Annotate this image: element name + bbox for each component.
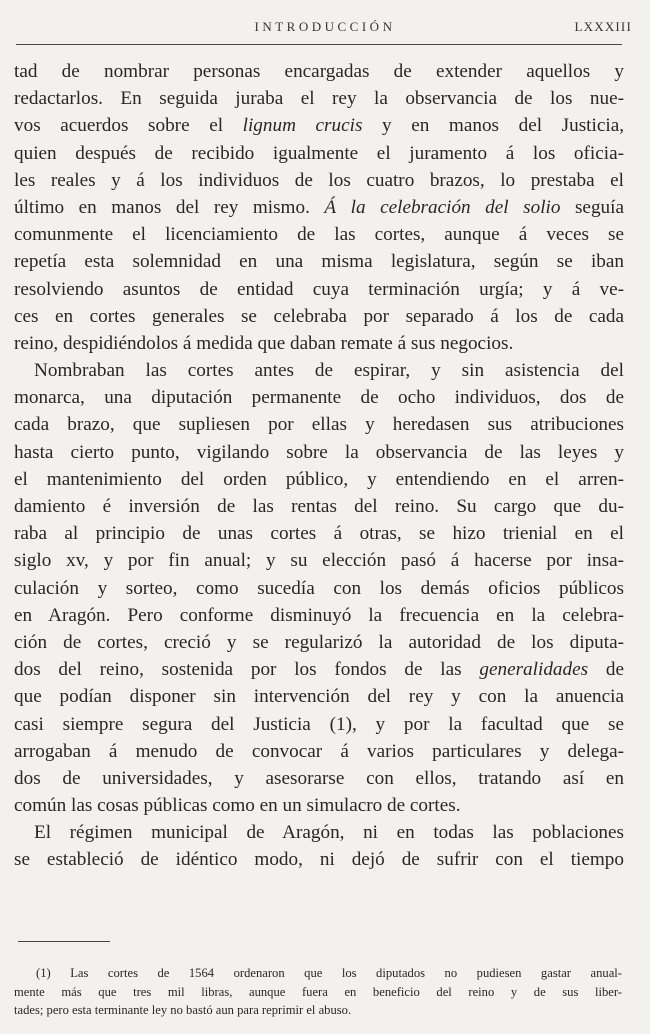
footnote-line: tades; pero esta terminante ley no bastó aun para reprimir el abuso. bbox=[14, 1003, 352, 1018]
text-line: reino, despidiéndolos á medida que daban remate á sus negocios. bbox=[14, 332, 514, 354]
text-line: dos de universidades, y asesorarse con ellos, tratando así en bbox=[14, 767, 624, 789]
running-title: INTRODUCCIÓN bbox=[254, 19, 396, 34]
text-line: se estableció de idéntico modo, ni dejó de sufrir con el tiempo bbox=[14, 849, 624, 871]
text-line: damiento é inversión de las rentas del reino. Su cargo que du- bbox=[14, 496, 624, 517]
text-line: siglo xv, y por fin anual; y su elección pasó á hacerse por insa- bbox=[14, 550, 624, 572]
text-line: comunmente el licenciamiento de las cortes, aunque á veces se bbox=[14, 224, 624, 246]
paragraph-start-line: Nombraban las cortes antes de espirar, y sin asistencia del bbox=[34, 360, 624, 382]
paragraph-start-line: El régimen municipal de Aragón, ni en todas las poblaciones bbox=[34, 822, 624, 844]
text-line: hasta cierto punto, vigilando sobre la observancia de las leyes y bbox=[14, 441, 624, 463]
footnote-rule bbox=[18, 941, 110, 942]
text-line: cada brazo, que supliesen por ellas y heredasen sus atribuciones bbox=[14, 414, 624, 436]
text-line: casi siempre segura del Justicia (1), y por la facultad que se bbox=[14, 713, 624, 735]
text-line: en Aragón. Pero conforme disminuyó la frecuencia en la celebra- bbox=[14, 604, 624, 626]
text-line: quien después de recibido igualmente el juramento á los oficia- bbox=[14, 142, 624, 164]
text-line: último en manos del rey mismo. Á la celebración del solio seguía bbox=[14, 196, 624, 218]
text-line: raba al principio de unas cortes á otras, se hizo trienial en el bbox=[14, 523, 624, 545]
italic-phrase: Á la celebración del solio bbox=[324, 196, 561, 218]
text-line: arrogaban á menudo de convocar á varios particulares y delega- bbox=[14, 740, 624, 762]
text-line: vos acuerdos sobre el lignum crucis y en manos del Justicia, bbox=[14, 115, 625, 137]
text-line: monarca, una diputación permanente de ocho individuos, dos de bbox=[14, 387, 624, 409]
text-line: que podían disponer sin intervención del rey y con la anuencia bbox=[14, 686, 624, 708]
page-number: LXXXIII bbox=[574, 19, 632, 34]
footnote-line: (1) Las cortes de 1564 ordenaron que los diputados no pudiesen gastar anual- bbox=[36, 966, 622, 980]
text-line: ces en cortes generales se celebraba por separado á los de cada bbox=[14, 305, 624, 327]
text-line: dos del reino, sostenida por los fondos de las generalidades de bbox=[14, 659, 624, 681]
body-text bbox=[14, 58, 624, 874]
text-line: tad de nombrar personas encargadas de extender aquellos y bbox=[14, 61, 624, 82]
text-line: redactarlos. En seguida juraba el rey la observancia de los nue- bbox=[14, 88, 624, 110]
text-line: repetía esta solemnidad en una misma legislatura, según se iban bbox=[14, 251, 624, 273]
header-rule bbox=[16, 44, 622, 45]
text-line: común las cosas públicas como en un simulacro de cortes. bbox=[14, 795, 461, 817]
footnote-line: mente más que tres mil libras, aunque fuera en beneficio del reino y de sus liber- bbox=[14, 984, 622, 999]
running-header bbox=[14, 16, 636, 40]
footnote bbox=[14, 964, 622, 1020]
text-line: les reales y á los individuos de los cuatro brazos, lo prestaba el bbox=[14, 169, 624, 191]
text-line: culación y sorteo, como sucedía con los demás oficios públicos bbox=[14, 577, 624, 599]
italic-phrase: generalidades bbox=[479, 659, 589, 681]
text-line: resolviendo asuntos de entidad cuya terminación urgía; y á ve- bbox=[14, 278, 624, 300]
text-line: ción de cortes, creció y se regularizó la autoridad de los diputa- bbox=[14, 631, 624, 653]
text-line: el mantenimiento del orden público, y entendiendo en el arren- bbox=[14, 468, 624, 490]
italic-phrase: lignum crucis bbox=[242, 115, 363, 137]
